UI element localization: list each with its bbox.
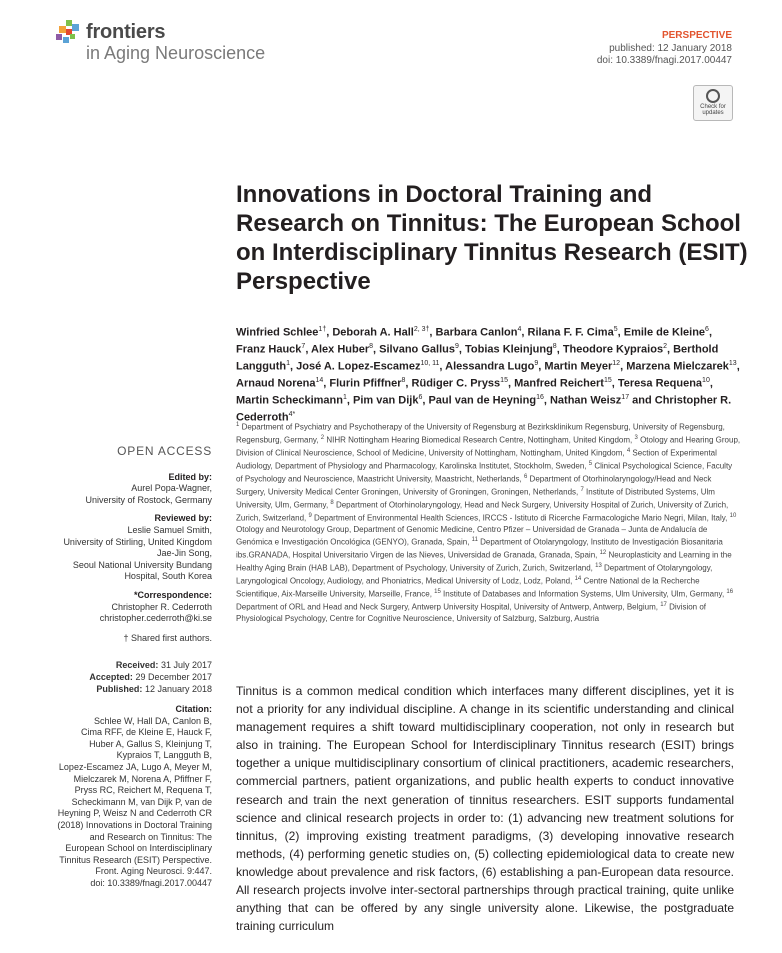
citation-line: Pryss RC, Reichert M, Requena T, xyxy=(74,785,212,796)
author-name[interactable]: Pim van Dijk xyxy=(353,394,419,407)
author-separator: , xyxy=(538,360,545,373)
author-affiliation-marker: 8 xyxy=(369,342,374,350)
affiliation-text: Department of ORL and Head and Neck Surgery, Antwerp University Hospital, University of Antwerp, Antwerp, Belgium, xyxy=(236,602,661,612)
affiliation-text: Otology and Neurotology Group, Department of Genomic Medicine, Centro Pfizer – Universidad de Granada – Junta de Andalucía de Genómica e Investigación Oncológica (GENYO), Granada, Spain, xyxy=(236,524,708,547)
author-separator: , xyxy=(439,360,446,373)
author-affiliation-marker: 10 xyxy=(702,376,710,384)
author-separator: , xyxy=(507,377,515,390)
author-name[interactable]: Berthold Langguth xyxy=(236,343,719,373)
frontiers-logo xyxy=(56,20,80,48)
article-title: Innovations in Doctoral Training and Research on Tinnitus: The European School on Interdisciplinary Tinnitus Research (ESIT) Perspective xyxy=(236,181,748,295)
affiliation-text: Centre National de la Recherche Scientifique, Aix-Marseille University, Marseille, France, xyxy=(236,576,700,599)
author-separator: , xyxy=(736,360,740,373)
citation-line: doi: 10.3389/fnagi.2017.00447 xyxy=(90,878,212,888)
brand-name: frontiers xyxy=(86,21,166,43)
author-separator: , xyxy=(323,377,330,390)
accepted-date: Accepted: 29 December 2017 xyxy=(89,671,212,682)
author-separator: , xyxy=(709,377,713,390)
check-for-updates-badge[interactable] xyxy=(693,85,733,121)
author-name[interactable]: José A. Lopez-Escamez xyxy=(296,360,421,373)
author-affiliation-marker: 13 xyxy=(728,359,737,367)
author-separator: , xyxy=(543,394,550,407)
author-separator: , xyxy=(617,326,624,339)
open-access-label: OPEN ACCESS xyxy=(117,444,212,458)
author-name[interactable]: Manfred Reichert xyxy=(514,377,604,390)
author-affiliation-marker: 4 xyxy=(517,326,522,333)
author-affiliation-marker: 1 xyxy=(342,393,347,401)
correspondence-line: Christopher R. Cederroth xyxy=(111,601,212,612)
check-badge-line1: Check for xyxy=(700,104,726,110)
citation-line: Cima RFF, de Kleine E, Hauck F, xyxy=(80,727,212,738)
affiliation-number: 1 xyxy=(236,422,240,428)
affiliation-number: 5 xyxy=(588,460,593,467)
affiliation-text: Neuroplasticity and Learning in the Healthy Aging Brain (HAB LAB), Department of Psychology, University of Zurich, Zurich, Switzerland, xyxy=(236,550,732,573)
affiliation-text: Department of Otolaryngology, Instituto de Investigación Biosanitaria ibs.GRANADA, Hospital Universitario Virgen de las Nieves, Universidad de Granada, Granada, Spain, xyxy=(236,537,723,560)
author-separator: , xyxy=(373,343,380,356)
affiliation-number: 13 xyxy=(595,562,602,569)
author-affiliation-marker: 4* xyxy=(288,410,296,418)
author-separator: , xyxy=(405,377,412,390)
affiliation-text: Department of Psychiatry and Psychotherapy of the University of Regensburg at Bezirksklinikum Regensburg, University of Regensburg, Regensburg, Germany, xyxy=(236,422,725,445)
affiliation-number: 14 xyxy=(574,575,582,582)
author-affiliation-marker: 1 xyxy=(286,359,291,367)
article-type: PERSPECTIVE xyxy=(661,30,732,41)
author-name[interactable]: Barbara Canlon xyxy=(435,326,518,339)
affiliation-text: Clinical Psychological Science, Faculty of Psychology and Neuroscience, Maastricht University, Maastricht, Netherlands, xyxy=(236,461,733,484)
citation-label: Citation: xyxy=(175,704,212,715)
author-affiliation-marker: 2 xyxy=(663,342,667,350)
author-name[interactable]: Alex Huber xyxy=(311,343,370,356)
author-affiliation-marker: 6 xyxy=(418,393,423,401)
correspondence-info xyxy=(40,602,212,625)
author-separator: , xyxy=(611,377,618,390)
author-separator: and xyxy=(629,394,655,407)
reviewer-line: Seoul National University Bundang xyxy=(72,559,212,570)
citation-line: Front. Aging Neurosci. 9:447. xyxy=(95,866,212,877)
reviewer-line: University of Stirling, United Kingdom xyxy=(63,536,212,547)
published-date-sidebar: Published: 12 January 2018 xyxy=(96,683,212,694)
reviewer-line: Jae-Jin Song, xyxy=(156,548,212,559)
citation-line: Scheckimann M, van Dijk P, van de xyxy=(71,796,212,807)
doi-link[interactable]: doi: 10.3389/fnagi.2017.00447 xyxy=(596,55,732,66)
affiliation-number: 8 xyxy=(330,499,334,506)
author-name[interactable]: Theodore Kypraios xyxy=(562,343,664,356)
affiliation-number: 2 xyxy=(320,434,325,441)
citation-text xyxy=(40,716,212,890)
author-separator: , xyxy=(458,343,465,356)
affiliation-text: Section of Experimental Audiology, Department of Physiology and Pharmacology, Karolinska Institutet, Stockholm, Sweden, xyxy=(236,448,717,471)
author-name[interactable]: Paul van de Heyning xyxy=(428,394,537,407)
affiliation-number: 16 xyxy=(726,588,734,595)
citation-line: Huber A, Gallus S, Kleinjung T, xyxy=(89,738,212,749)
affiliation-number: 12 xyxy=(599,549,607,556)
author-separator: , xyxy=(346,394,354,407)
affiliation-text: Institute of Databases and Information Systems, Ulm University, Ulm, Germany, xyxy=(440,589,727,599)
author-name[interactable]: Martin Scheckimann xyxy=(236,394,343,407)
author-affiliation-marker: 2, 3† xyxy=(413,326,430,333)
reviewer-line: Leslie Samuel Smith, xyxy=(127,524,212,535)
affiliation-text: Department of Environmental Health Sciences, IRCCS - Istituto di Ricerche Farmacologiche Mario Negri, Milan, Italy, xyxy=(311,513,730,523)
author-name[interactable]: Flurin Pfiffner xyxy=(329,377,402,390)
affiliation-list xyxy=(236,420,741,624)
author-separator: , xyxy=(305,343,312,356)
affiliation-text: Department of Otolaryngology, Laryngological Oncology, Audiology, and Phoniatrics, Medical University of Lodz, Lodz, Poland, xyxy=(236,563,713,586)
author-affiliation-marker: 8 xyxy=(401,376,406,384)
author-separator: , xyxy=(708,326,713,339)
author-name[interactable]: Silvano Gallus xyxy=(379,343,455,356)
author-separator: , xyxy=(422,394,429,407)
published-date: published: 12 January 2018 xyxy=(609,43,732,54)
author-list xyxy=(236,323,744,425)
author-name[interactable]: Deborah A. Hall xyxy=(332,326,414,339)
citation-line: Kypraios T, Langguth B, xyxy=(116,750,212,761)
citation-line: and Research on Tinnitus: The xyxy=(89,831,212,842)
author-separator: , xyxy=(521,326,528,339)
author-separator: , xyxy=(666,343,674,356)
author-affiliation-marker: 1† xyxy=(318,326,327,333)
affiliation-text: Division of Physiological Psychology, Centre for Cognitive Neuroscience, University of Salzburg, Salzburg, Austria xyxy=(236,602,707,623)
author-affiliation-marker: 14 xyxy=(315,376,324,384)
author-affiliation-marker: 12 xyxy=(612,359,621,367)
author-name[interactable]: Tobias Kleinjung xyxy=(465,343,553,356)
citation-line: Schlee W, Hall DA, Canlon B, xyxy=(93,715,212,726)
edited-by-label: Edited by: xyxy=(168,471,212,482)
affiliation-text: Otology and Hearing Group, Division of Clinical Neuroscience, School of Medicine, University of Nottingham, Nottingham, United Kingdom, xyxy=(236,435,741,458)
editor-info xyxy=(40,483,212,506)
reviewed-by-label: Reviewed by: xyxy=(154,513,212,524)
author-name[interactable]: Christopher R. Cederroth xyxy=(236,394,732,424)
article-info-sidebar xyxy=(40,446,212,890)
citation-line: Lopez-Escamez JA, Lugo A, Meyer M, xyxy=(58,762,212,773)
author-separator: , xyxy=(290,360,297,373)
affiliation-number: 10 xyxy=(729,512,737,519)
affiliation-number: 7 xyxy=(580,486,584,493)
shared-first-authors-note: † Shared first authors. xyxy=(123,632,212,643)
author-name[interactable]: Alessandra Lugo xyxy=(445,360,535,373)
author-affiliation-marker: 5 xyxy=(613,326,618,333)
author-affiliation-marker: 8 xyxy=(552,342,557,350)
citation-line: European School on Interdisciplinary xyxy=(65,843,212,854)
author-affiliation-marker: 15 xyxy=(500,376,508,384)
check-badge-line2: updates xyxy=(702,110,724,116)
author-name[interactable]: Teresa Requena xyxy=(617,377,703,390)
affiliation-number: 4 xyxy=(626,447,631,454)
author-separator: , xyxy=(556,343,563,356)
affiliation-number: 15 xyxy=(434,588,441,595)
author-name[interactable]: Marzena Mielczarek xyxy=(626,360,729,373)
reviewer-info xyxy=(40,525,212,583)
affiliation-number: 6 xyxy=(523,473,528,480)
author-affiliation-marker: 6 xyxy=(705,326,709,333)
author-separator: , xyxy=(326,326,333,339)
author-separator: , xyxy=(429,326,436,339)
journal-name: in Aging Neuroscience xyxy=(86,43,266,63)
check-updates-icon xyxy=(706,89,720,103)
affiliation-number: 17 xyxy=(660,601,667,608)
editor-line: Aurel Popa-Wagner, xyxy=(131,483,212,494)
citation-line: (2018) Innovations in Doctoral Training xyxy=(57,820,212,831)
author-separator: , xyxy=(620,360,627,373)
author-affiliation-marker: 9 xyxy=(454,342,459,350)
affiliation-number: 11 xyxy=(471,536,478,543)
affiliation-text: NIHR Nottingham Hearing Biomedical Research Centre, Nottingham, United Kingdom, xyxy=(324,435,635,445)
body-paragraph: Tinnitus is a common medical condition which interfaces many different disciplines, yet it is not a priority for any individual discipline. A change in its scientific understanding and clinical management requires a shift toward multidisciplinary cooperation, not only in research but also in training. The European School for Interdisciplinary Tinnitus research (ESIT) brings together a unique multidisciplinary consortium of clinical practitioners, academic researchers, commercial partners, patient organizations, and public health experts to conduct innovative research and train the next generation of tinnitus researchers. ESIT supports fundamental science and clinical research projects in order to: (1) advancing new treatment solutions for tinnitus, (2) improving existing treatment paradigms, (3) developing innovative research methods, (4) performing genetic studies on, (5) collecting epidemiological data to create new knowledge about prevalence and risk factors, (6) establishing a pan-European data resource. All research projects involve inter-sectoral partnerships through practical training, quite unlike anything that can be offered by any single university alone. Likewise, the postgraduate training curriculum xyxy=(236,684,734,934)
author-name[interactable]: Rilana F. F. Cima xyxy=(527,326,614,339)
correspondence-line: christopher.cederroth@ki.se xyxy=(99,613,212,624)
affiliation-text: Institute of Distributed Systems, Ulm University, Ulm, Germany, xyxy=(236,487,715,510)
author-name[interactable]: Martin Meyer xyxy=(544,360,613,373)
received-date: Received: 31 July 2017 xyxy=(115,660,212,671)
correspondence-label: *Correspondence: xyxy=(133,589,212,600)
author-affiliation-marker: 17 xyxy=(621,393,630,401)
author-affiliation-marker: 15 xyxy=(603,376,612,384)
citation-line: Tinnitus Research (ESIT) Perspective. xyxy=(59,854,212,865)
author-name[interactable]: Arnaud Norena xyxy=(236,377,316,390)
author-name[interactable]: Winfried Schlee xyxy=(236,326,319,339)
author-name[interactable]: Franz Hauck xyxy=(236,343,302,356)
reviewer-line: Hospital, South Korea xyxy=(124,571,212,582)
author-affiliation-marker: 10, 11 xyxy=(420,359,440,367)
citation-line: Heyning P, Weisz N and Cederroth CR xyxy=(57,808,212,819)
affiliation-number: 3 xyxy=(634,434,638,441)
editor-line: University of Rostock, Germany xyxy=(85,494,212,505)
author-affiliation-marker: 9 xyxy=(534,359,539,367)
author-affiliation-marker: 7 xyxy=(301,342,306,350)
author-affiliation-marker: 16 xyxy=(536,393,544,401)
affiliation-text: Department of Otorhinolaryngology, Head and Neck Surgery, University Hospital of Zurich, University of Zurich, Zurich, Switzerland, xyxy=(236,500,729,523)
author-name[interactable]: Rüdiger C. Pryss xyxy=(411,377,501,390)
author-name[interactable]: Nathan Weisz xyxy=(549,394,622,407)
affiliation-text: Department of Otorhinolaryngology/Head and Neck Surgery, University Medical Center Groningen, University of Groningen, Groningen, Netherlands, xyxy=(236,474,712,497)
citation-line: Mielczarek M, Norena A, Pfiffner F, xyxy=(73,773,212,784)
author-name[interactable]: Emile de Kleine xyxy=(623,326,706,339)
affiliation-number: 9 xyxy=(308,512,312,519)
